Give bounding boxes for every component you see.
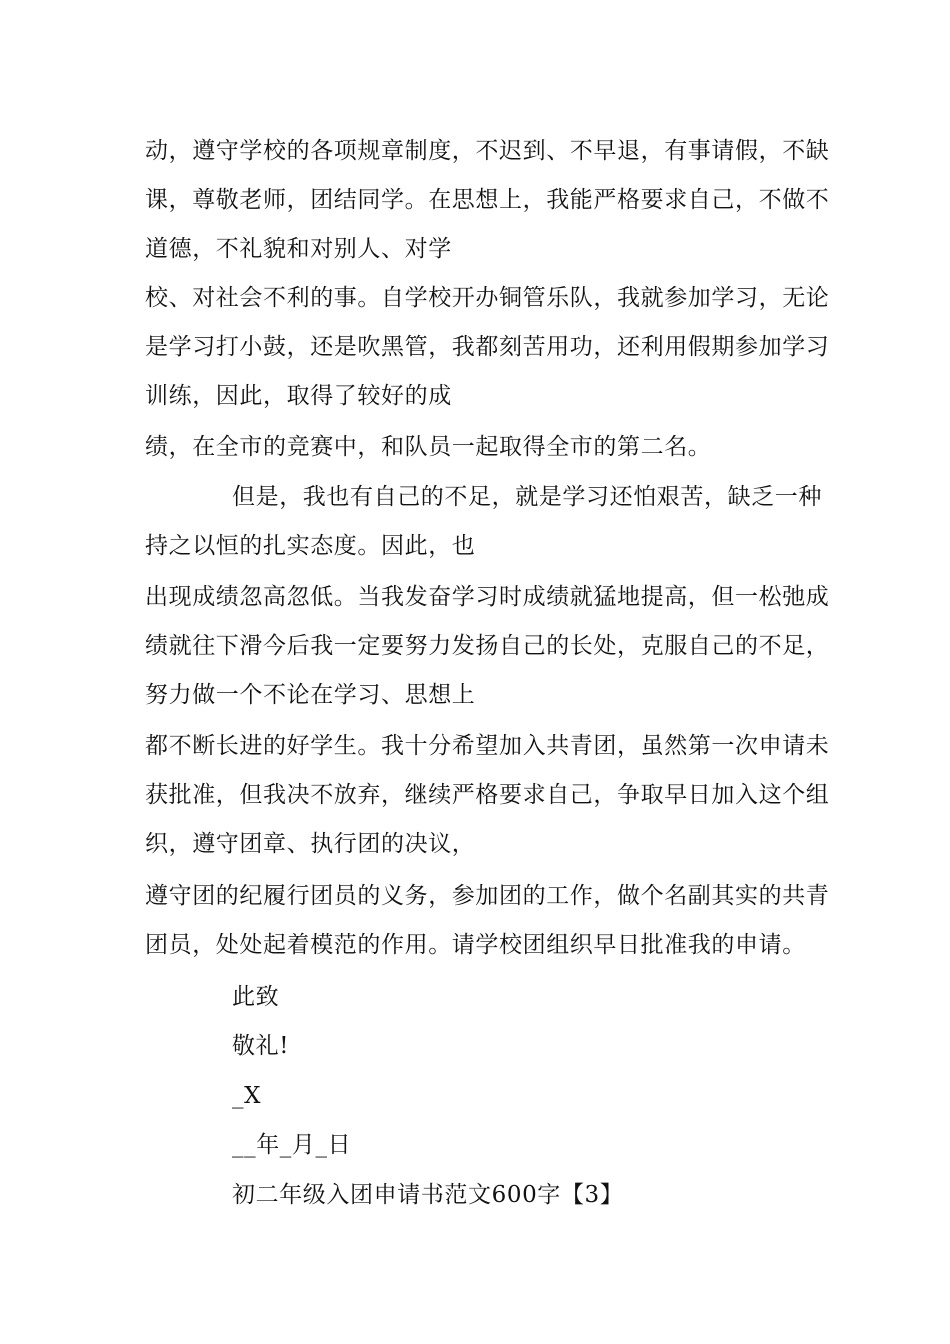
body-line-2: 课，尊敬老师，团结同学。在思想上，我能严格要求自己，不做不: [145, 187, 830, 213]
body-line-17: 团员，处处起着模范的作用。请学校团组织早日批准我的申请。: [145, 932, 806, 958]
salutation-line: 此致: [232, 984, 280, 1010]
body-line-13: 都不断长进的好学生。我十分希望加入共青团，虽然第一次申请未: [145, 733, 830, 759]
date-line: __年_月_日: [232, 1132, 352, 1158]
body-line-5: 是学习打小鼓，还是吹黑管，我都刻苦用功，还利用假期参加学习: [145, 334, 830, 360]
body-line-6: 训练，因此，取得了较好的成: [145, 383, 452, 409]
signature-line: _X: [232, 1083, 262, 1109]
body-line-14: 获批准，但我决不放弃，继续严格要求自己，争取早日加入这个组: [145, 782, 830, 808]
body-line-9: 持之以恒的扎实态度。因此，也: [145, 533, 476, 559]
paragraph-start-line: 但是，我也有自己的不足，就是学习还怕艰苦，缺乏一种: [232, 484, 822, 510]
body-line-7: 绩，在全市的竞赛中，和队员一起取得全市的第二名。: [145, 434, 712, 460]
body-line-3: 道德，不礼貌和对别人、对学: [145, 236, 452, 262]
body-line-10: 出现成绩忽高忽低。当我发奋学习时成绩就猛地提高，但一松弛成: [145, 584, 830, 610]
body-line-12: 努力做一个不论在学习、思想上: [145, 682, 476, 708]
body-line-4: 校、对社会不利的事。自学校开办铜管乐队，我就参加学习，无论: [145, 285, 830, 311]
body-line-15: 织，遵守团章、执行团的决议，: [145, 831, 476, 857]
regards-line: 敬礼!: [232, 1033, 290, 1059]
body-line-1: 动，遵守学校的各项规章制度，不迟到、不早退，有事请假，不缺: [145, 138, 830, 164]
section-title-line: 初二年级入团申请书范文600字【3】: [232, 1182, 624, 1208]
body-line-16: 遵守团的纪履行团员的义务，参加团的工作，做个名副其实的共青: [145, 883, 830, 909]
body-line-11: 绩就往下滑今后我一定要努力发扬自己的长处，克服自己的不足，: [145, 633, 830, 659]
